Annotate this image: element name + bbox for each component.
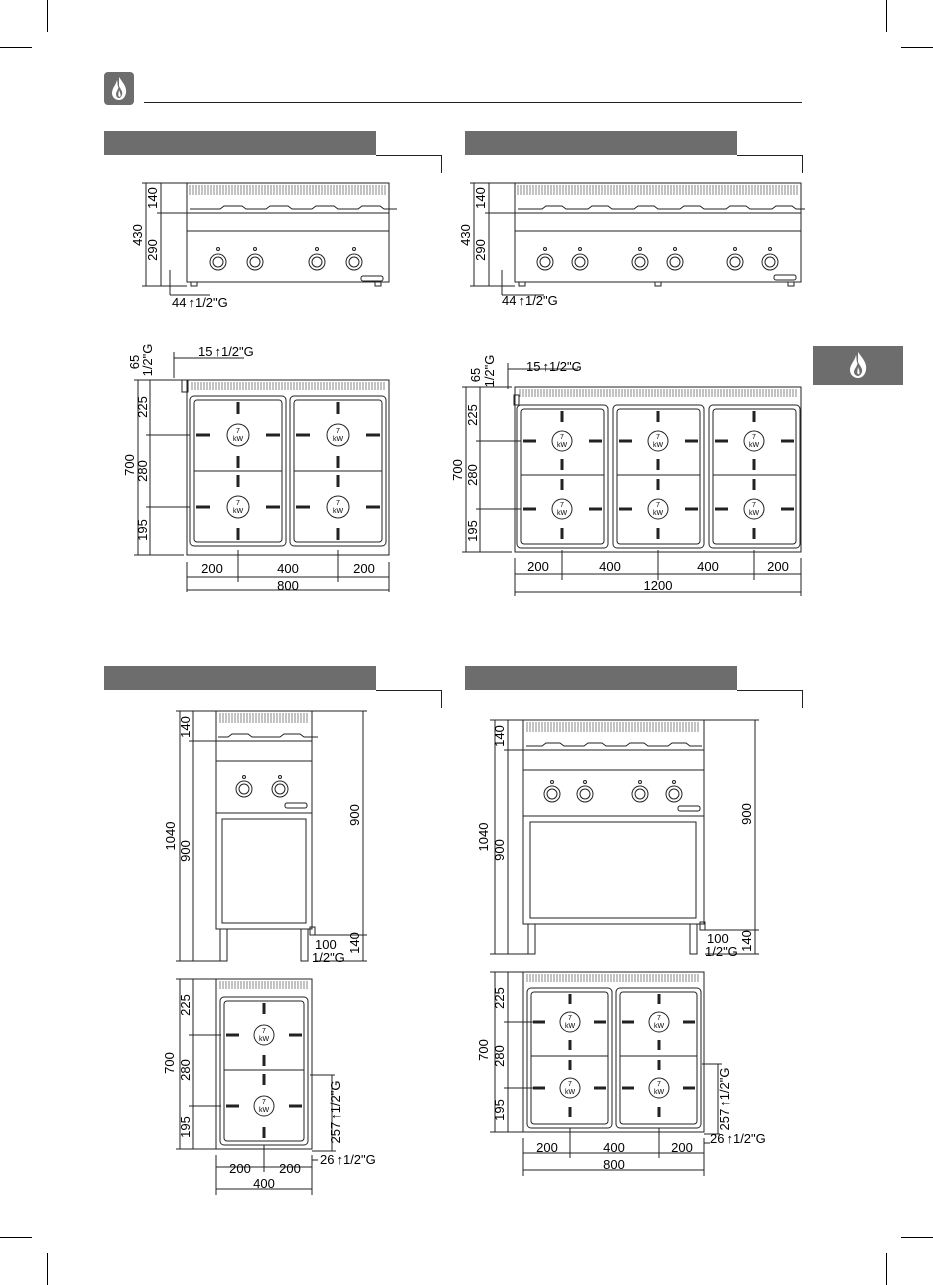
dim-h-feet: 140 <box>739 930 754 952</box>
front-view-drawing <box>120 175 400 315</box>
side-tab <box>813 346 903 385</box>
top-view-drawing <box>120 340 400 600</box>
front-view-drawing <box>160 705 380 970</box>
svg-text:kW: kW <box>652 510 664 517</box>
dim-gas-top-a: 65 <box>127 354 142 370</box>
dim-w-total: 800 <box>277 578 299 593</box>
header-rule <box>144 102 802 103</box>
svg-text:kW: kW <box>556 442 568 449</box>
svg-text:7: 7 <box>657 1015 661 1022</box>
svg-text:7: 7 <box>262 1028 266 1035</box>
crop-mark <box>886 0 887 32</box>
dim-gas: 44 ↑1/2"G <box>172 295 228 310</box>
front-view-drawing <box>470 710 770 965</box>
dim-h-bottom: 290 <box>145 239 160 261</box>
dim-w-a: 200 <box>527 559 549 574</box>
svg-text:kW: kW <box>332 508 344 515</box>
dim-gas-size: 1/2"G <box>312 950 345 965</box>
dim-w-a: 200 <box>201 561 223 576</box>
svg-text:kW: kW <box>332 436 344 443</box>
svg-text:kW: kW <box>748 510 760 517</box>
section-rule-bl <box>376 690 442 708</box>
svg-text:kW: kW <box>653 1023 665 1030</box>
dim-d-total: 700 <box>122 454 137 476</box>
dim-h-top: 140 <box>492 725 507 747</box>
dim-h-top: 140 <box>178 716 193 738</box>
dim-w-d: 200 <box>767 559 789 574</box>
section-tab-br <box>465 666 737 690</box>
section-tab-tl <box>104 131 376 155</box>
dim-gas: 100 <box>315 937 337 952</box>
svg-text:kW: kW <box>564 1089 576 1096</box>
header <box>104 72 804 106</box>
svg-text:kW: kW <box>556 510 568 517</box>
dim-gas: 100 <box>707 931 729 946</box>
svg-text:7: 7 <box>236 428 240 435</box>
dim-w-a: 200 <box>229 1161 251 1176</box>
dim-gas-top-b: 1/2"G <box>482 354 497 388</box>
dim-d-c: 195 <box>135 519 150 541</box>
dim-gas-size: 1/2"G <box>705 944 738 959</box>
top-view-drawing <box>450 345 810 600</box>
svg-text:kW: kW <box>258 1107 270 1114</box>
dim-d-c: 195 <box>465 520 480 542</box>
svg-text:kW: kW <box>232 508 244 515</box>
dim-d-b: 280 <box>178 1059 193 1081</box>
dim-w-c: 400 <box>697 559 719 574</box>
dim-w-a: 200 <box>536 1140 558 1155</box>
dim-gas-side: 257↑1/2"G <box>328 1080 343 1144</box>
dim-w-total: 800 <box>603 1157 625 1172</box>
dim-w-c: 200 <box>353 561 375 576</box>
svg-text:kW: kW <box>232 436 244 443</box>
dim-w-b: 400 <box>599 559 621 574</box>
dim-w-total: 1200 <box>643 578 673 593</box>
section-rule-tr <box>737 155 803 173</box>
svg-text:7: 7 <box>568 1015 572 1022</box>
dim-d-a: 225 <box>135 396 150 418</box>
svg-text:kW: kW <box>652 442 664 449</box>
svg-text:7: 7 <box>656 434 660 441</box>
dim-h-total: 1040 <box>476 822 491 852</box>
dim-w-c: 200 <box>671 1140 693 1155</box>
dim-h-bottom: 290 <box>473 239 488 261</box>
dim-w-b: 200 <box>279 1161 301 1176</box>
dim-gas-top-a: 65 <box>468 367 483 383</box>
svg-text:7: 7 <box>568 1081 572 1088</box>
dim-d-b: 280 <box>492 1045 507 1067</box>
flame-icon <box>104 72 134 105</box>
svg-text:kW: kW <box>258 1036 270 1043</box>
dim-h-total: 430 <box>130 224 145 246</box>
dim-gas-top: 15 ↑1/2"G <box>198 344 254 359</box>
svg-text:7: 7 <box>560 434 564 441</box>
dim-d-a: 225 <box>465 404 480 426</box>
dim-h-body: 900 <box>492 839 507 861</box>
dim-d-b: 280 <box>465 464 480 486</box>
dim-w-b: 400 <box>277 561 299 576</box>
section-rule-br <box>737 690 803 708</box>
top-view-drawing <box>160 975 390 1200</box>
crop-mark <box>47 0 48 32</box>
section-tab-bl <box>104 666 376 690</box>
dim-d-a: 225 <box>178 994 193 1016</box>
dim-d-c: 195 <box>492 1099 507 1121</box>
crop-mark <box>886 1253 887 1285</box>
dim-d-total: 700 <box>476 1039 491 1061</box>
burner-label <box>259 1028 270 1114</box>
dim-h-feet: 140 <box>347 932 362 954</box>
dim-d-total: 700 <box>162 1052 177 1074</box>
dim-w-b: 400 <box>603 1140 625 1155</box>
dim-h-body: 900 <box>178 840 193 862</box>
svg-text:7: 7 <box>657 1081 661 1088</box>
svg-text:7: 7 <box>336 428 340 435</box>
dim-h-total: 430 <box>458 224 473 246</box>
dim-w-total: 400 <box>253 1176 275 1191</box>
svg-text:7: 7 <box>236 500 240 507</box>
crop-mark <box>0 47 32 48</box>
svg-text:kW: kW <box>564 1023 576 1030</box>
dim-h-total: 1040 <box>163 821 178 851</box>
dim-gas-bottom: 26 ↑1/2"G <box>320 1152 376 1167</box>
dim-gas: 44 ↑1/2"G <box>502 293 558 308</box>
dim-d-total: 700 <box>450 459 465 481</box>
dim-h-right: 900 <box>739 803 754 825</box>
flame-icon <box>843 346 873 385</box>
svg-text:7: 7 <box>336 500 340 507</box>
dim-gas-top-b: 1/2"G <box>140 343 155 377</box>
dim-d-a: 225 <box>492 987 507 1009</box>
section-rule-tl <box>376 155 442 173</box>
svg-text:7: 7 <box>656 502 660 509</box>
svg-text:7: 7 <box>752 434 756 441</box>
svg-text:kW: kW <box>748 442 760 449</box>
dim-h-top: 140 <box>473 187 488 209</box>
dim-h-right: 900 <box>347 804 362 826</box>
section-tab-tr <box>465 131 737 155</box>
dim-gas-bottom: 26 ↑1/2"G <box>710 1131 766 1146</box>
svg-text:kW: kW <box>653 1089 665 1096</box>
dim-d-b: 280 <box>135 460 150 482</box>
dim-d-c: 195 <box>178 1116 193 1138</box>
front-view-drawing <box>450 175 810 315</box>
svg-text:7: 7 <box>560 502 564 509</box>
crop-mark <box>0 1237 32 1238</box>
dim-gas-top: 15 ↑1/2"G <box>526 359 582 374</box>
crop-mark <box>901 47 933 48</box>
dim-h-top: 140 <box>145 187 160 209</box>
crop-mark <box>47 1253 48 1285</box>
svg-text:7: 7 <box>262 1099 266 1106</box>
top-view-drawing <box>470 968 770 1178</box>
crop-mark <box>901 1237 933 1238</box>
dim-gas-side: 257↑1/2"G <box>717 1067 732 1131</box>
svg-text:7: 7 <box>752 502 756 509</box>
